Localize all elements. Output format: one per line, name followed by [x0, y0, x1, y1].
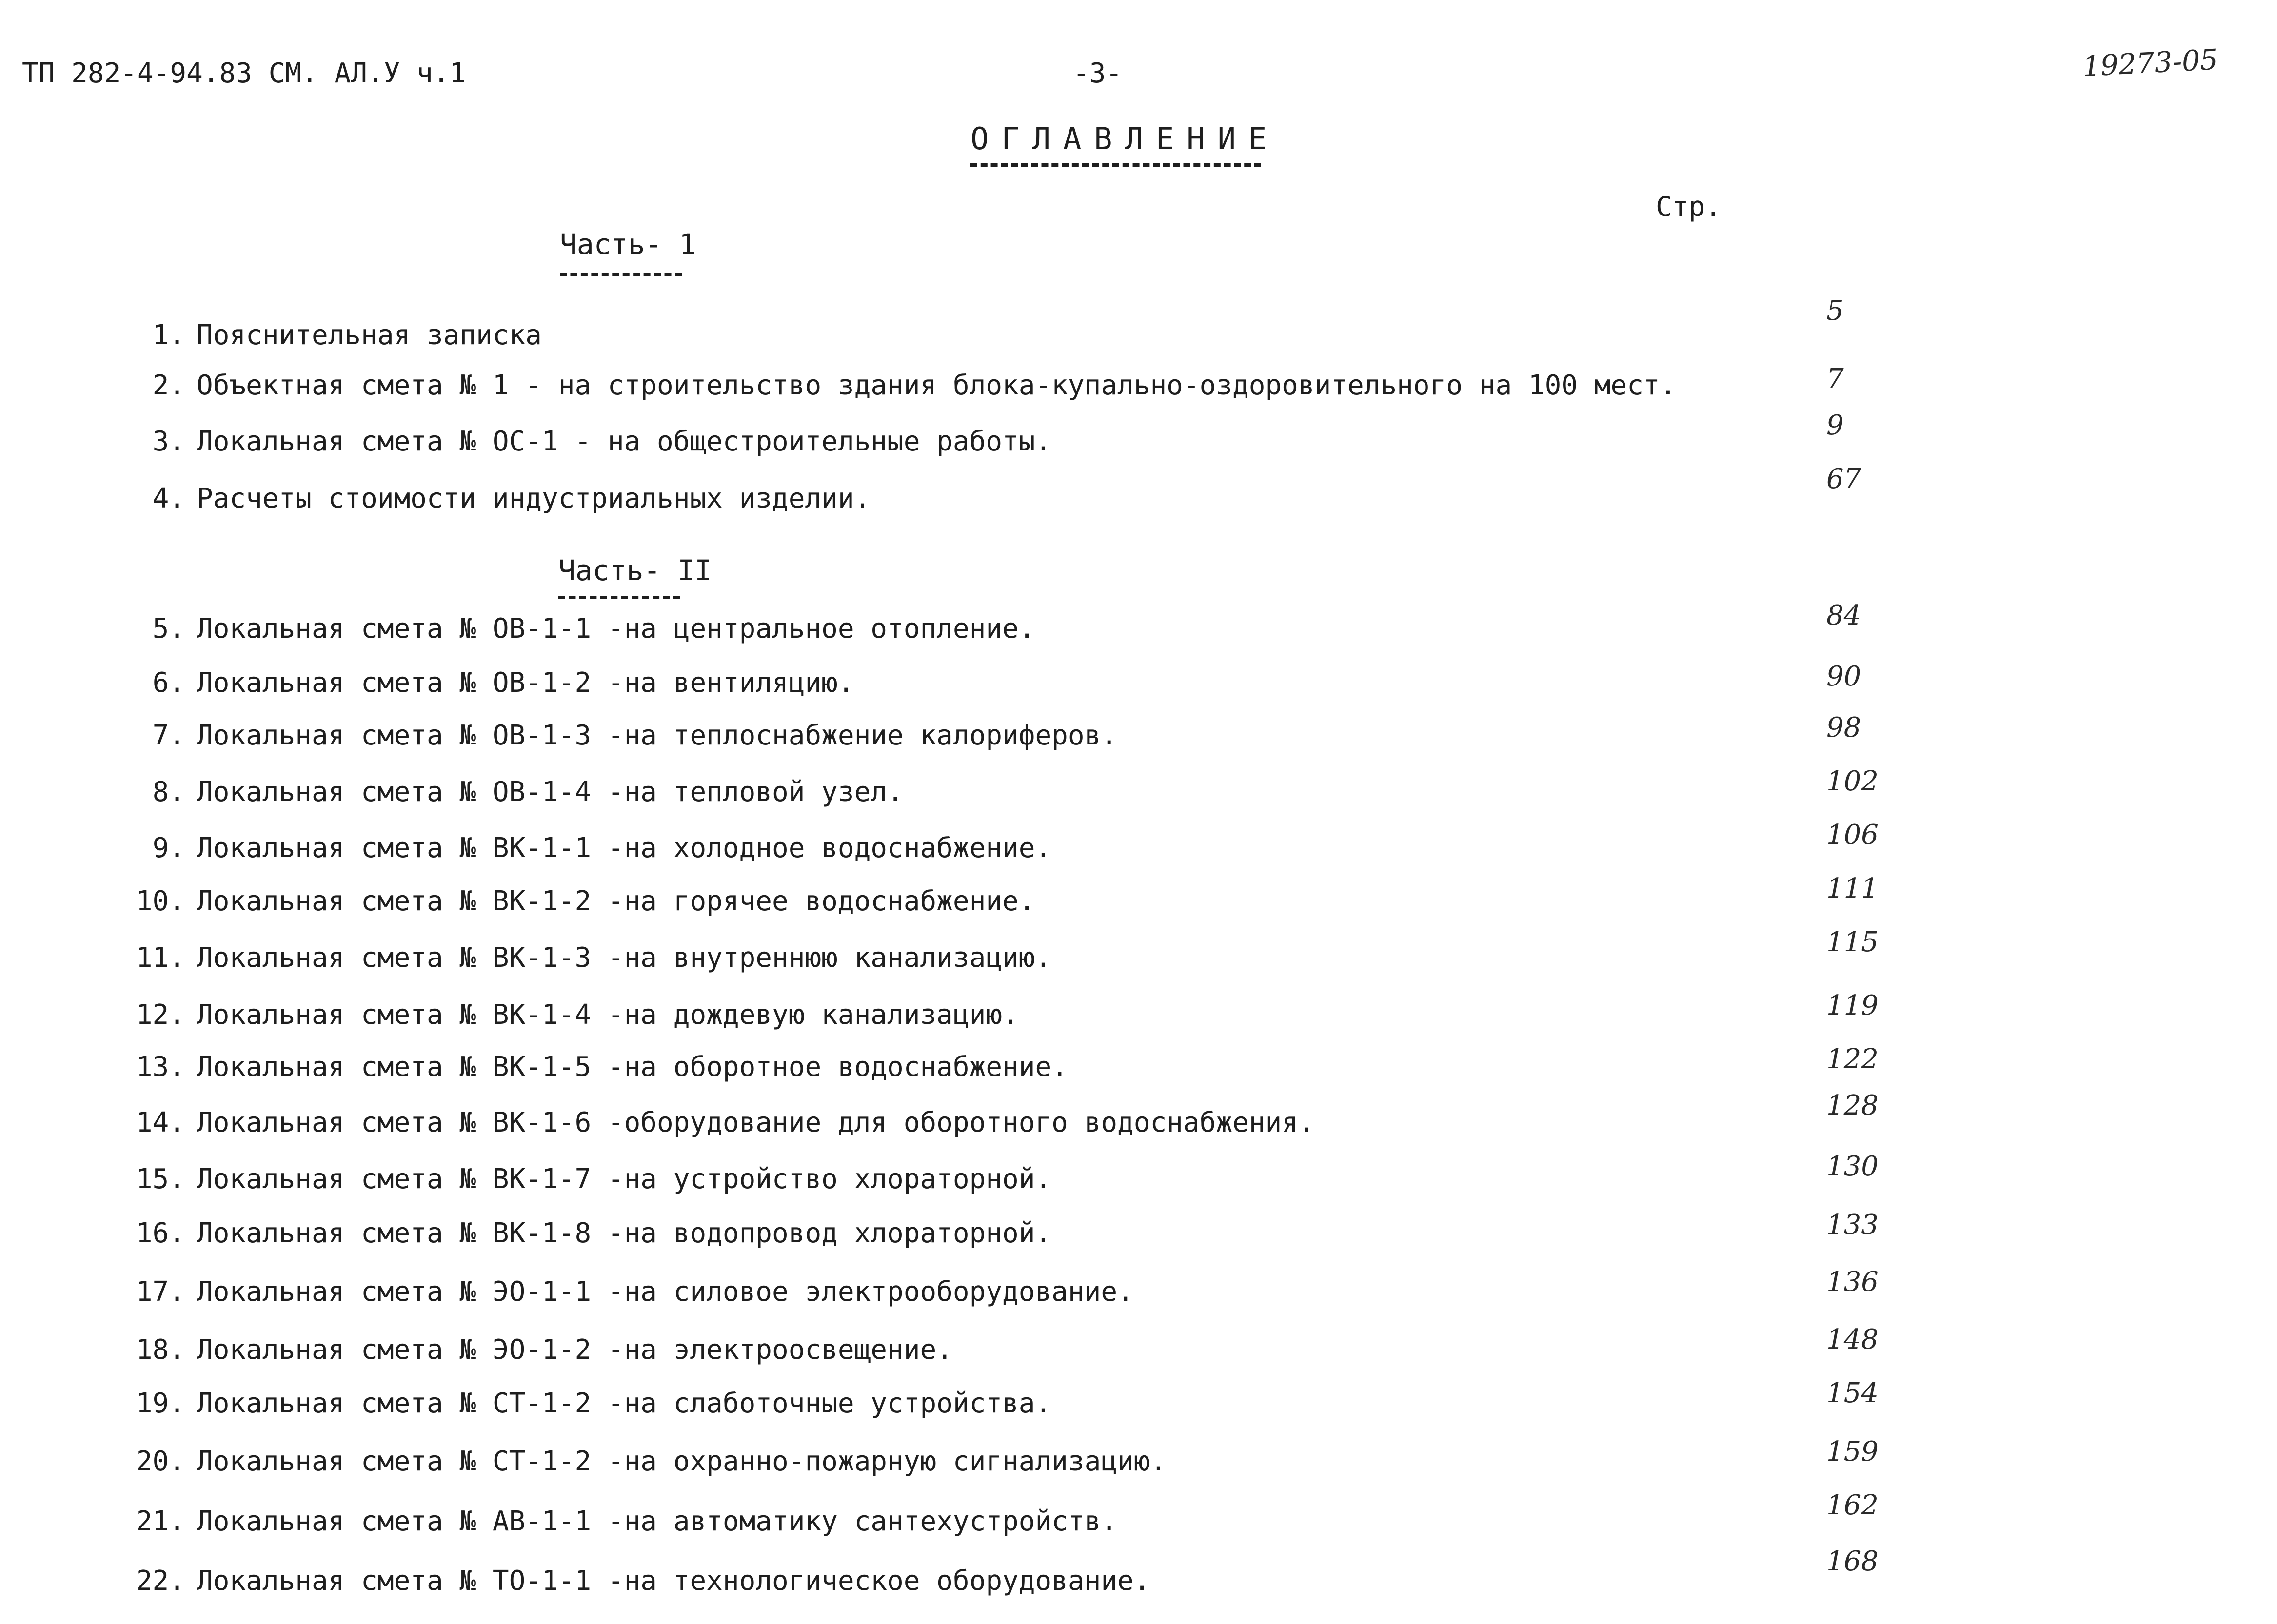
archive-number-handwritten: 19273-05 [2081, 42, 2219, 83]
entry-text: Локальная смета № ОВ-1-2 -на вентиляцию. [197, 667, 854, 699]
entry-page: 168 [1826, 1546, 1879, 1577]
entry-number: 4. [152, 483, 185, 514]
entry-number: 18. [136, 1334, 185, 1366]
entry-number: 15. [136, 1163, 185, 1195]
entry-number: 9. [152, 832, 185, 864]
entry-page: 9 [1826, 410, 1844, 441]
entry-text: Локальная смета № СТ-1-2 -на охранно-пожарную сигнализацию. [197, 1446, 1167, 1477]
entry-page: 122 [1826, 1043, 1879, 1075]
entry-page: 154 [1826, 1377, 1879, 1409]
entry-page: 148 [1826, 1324, 1879, 1355]
entry-text: Локальная смета № СТ-1-2 -на слаботочные устройства. [197, 1388, 1052, 1419]
entry-text: Объектная смета № 1 - на строительство здания блока-купально-оздоровительного на 100 мест. [197, 370, 1677, 401]
entry-number: 14. [136, 1107, 185, 1138]
entry-text: Локальная смета № ОВ-1-3 -на теплоснабжение калориферов. [197, 720, 1118, 751]
entry-number: 16. [136, 1217, 185, 1249]
entry-text: Локальная смета № ВК-1-6 -оборудование для оборотного водоснабжения. [197, 1107, 1315, 1138]
entry-text: Локальная смета № ВК-1-5 -на оборотное водоснабжение. [197, 1051, 1068, 1083]
entry-text: Локальная смета № ОС-1 - на общестроительные работы. [197, 426, 1052, 457]
entry-number: 1. [152, 319, 185, 351]
toc-title-underline [970, 163, 1261, 167]
entry-page: 5 [1826, 295, 1844, 327]
entry-page: 115 [1826, 926, 1879, 958]
entry-page: 7 [1826, 363, 1844, 395]
entry-number: 12. [136, 999, 185, 1031]
entry-number: 3. [152, 426, 185, 457]
document-code: ТП 282-4-94.83 СМ. АЛ.У ч.1 [22, 58, 466, 89]
entry-text: Локальная смета № ВК-1-2 -на горячее водоснабжение. [197, 885, 1035, 917]
entry-page: 130 [1826, 1151, 1879, 1182]
entry-page: 159 [1826, 1436, 1879, 1467]
entry-text: Расчеты стоимости индустриальных изделии. [197, 483, 871, 514]
entry-text: Локальная смета № ЭО-1-2 -на электроосвещение. [197, 1334, 953, 1366]
entry-text: Локальная смета № ОВ-1-4 -на тепловой узел. [197, 776, 904, 808]
entry-text: Локальная смета № ВК-1-4 -на дождевую канализацию. [197, 999, 1019, 1031]
entry-number: 20. [136, 1446, 185, 1477]
entry-text: Локальная смета № ТО-1-1 -на технологическое оборудование. [197, 1565, 1150, 1597]
entry-number: 8. [152, 776, 185, 808]
entry-page: 102 [1826, 765, 1879, 797]
entry-page: 111 [1826, 873, 1879, 904]
entry-page: 128 [1826, 1090, 1879, 1121]
entry-page: 133 [1826, 1209, 1879, 1241]
entry-text: Локальная смета № ВК-1-8 -на водопровод хлораторной. [197, 1217, 1052, 1249]
entry-text: Локальная смета № ВК-1-1 -на холодное водоснабжение. [197, 832, 1052, 864]
entry-number: 2. [152, 370, 185, 401]
entry-number: 13. [136, 1051, 185, 1083]
entry-text: Локальная смета № ВК-1-7 -на устройство хлораторной. [197, 1163, 1052, 1195]
entry-number: 7. [152, 720, 185, 751]
entry-page: 136 [1826, 1266, 1879, 1298]
entry-text: Локальная смета № ОВ-1-1 -на центральное отопление. [197, 613, 1035, 645]
part-2-title: Часть- II [558, 554, 712, 587]
part-1-title: Часть- 1 [560, 228, 696, 261]
entry-number: 17. [136, 1276, 185, 1308]
entry-page: 98 [1826, 712, 1861, 744]
page-number: -3- [1073, 58, 1123, 89]
entry-text: Локальная смета № ВК-1-3 -на внутреннюю канализацию. [197, 942, 1052, 974]
entry-page: 119 [1826, 990, 1879, 1021]
entry-number: 10. [136, 885, 185, 917]
part-2-underline [558, 596, 680, 599]
part-1-underline [560, 273, 682, 276]
entry-number: 21. [136, 1506, 185, 1537]
entry-text: Локальная смета № АВ-1-1 -на автоматику сантехустройств. [197, 1506, 1118, 1537]
entry-text: Локальная смета № ЭО-1-1 -на силовое электрооборудование. [197, 1276, 1134, 1308]
entry-page: 162 [1826, 1489, 1879, 1521]
entry-number: 22. [136, 1565, 185, 1597]
entry-page: 67 [1826, 463, 1861, 495]
entry-text: Пояснительная записка [197, 319, 542, 351]
entry-number: 19. [136, 1388, 185, 1419]
entry-page: 84 [1826, 600, 1861, 631]
entry-page: 90 [1826, 661, 1861, 692]
page-column-label: Стр. [1656, 191, 1722, 223]
entry-number: 11. [136, 942, 185, 974]
toc-title: ОГЛАВЛЕНИЕ [970, 121, 1280, 157]
entry-page: 106 [1826, 819, 1879, 851]
entry-number: 6. [152, 667, 185, 699]
entry-number: 5. [152, 613, 185, 645]
